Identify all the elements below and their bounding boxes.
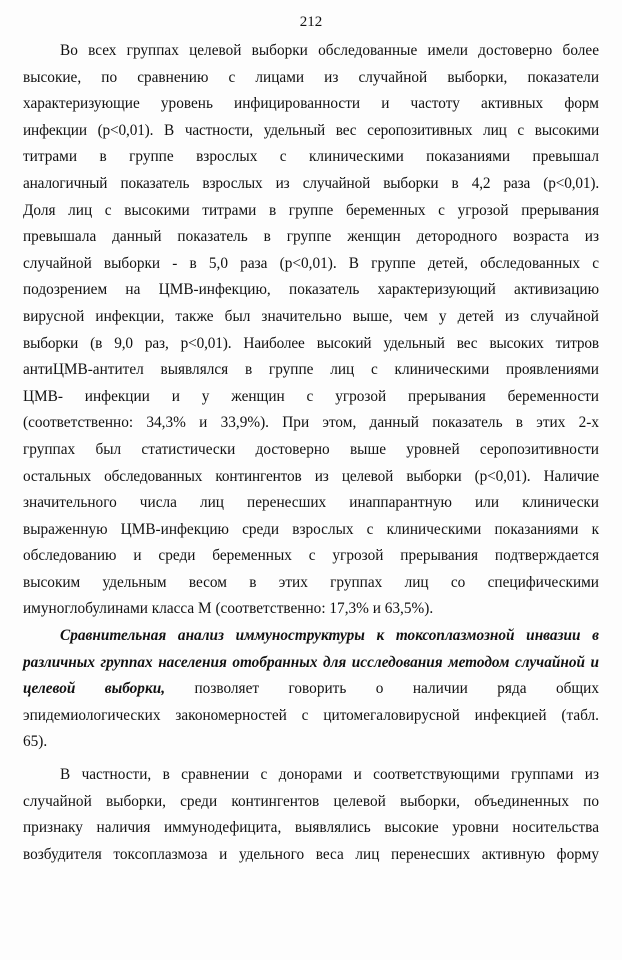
text-line: группах был статистически достоверно выше уровней серопозитивности [23, 440, 599, 458]
text-line: вирусной инфекции, также был значительно выше, чем у детей из случайной [23, 307, 599, 325]
text-line: обследованию и среди беременных с угрозой прерывания подтверждается [23, 547, 599, 565]
italic-fragment: целевой выборки, [23, 680, 166, 698]
text-line: характеризующие уровень инфицированности и частоту активных форм [23, 95, 599, 113]
text-line: 65). [23, 733, 48, 751]
italic-text-line: различных группах населения отобранных для исследования методом случайной и [23, 653, 599, 671]
paragraph-2 [23, 623, 599, 729]
paragraph-1 [23, 38, 599, 91]
text-line: эпидемиологических закономерностей с цитомегаловирусной инфекцией (табл. [23, 706, 599, 724]
paragraph-3 [23, 762, 599, 868]
text-line: аналогичный показатель взрослых из случайной выборки в 4,2 раза (р<0,01). [23, 174, 599, 192]
paragraph-2-end [23, 729, 599, 756]
body-text [23, 38, 599, 868]
text-line: антиЦМВ-антител выявлялся в группе лиц с клиническими проявлениями [23, 361, 599, 379]
text-line: Доля лиц с высокими титрами в группе беременных с угрозой прерывания [23, 201, 599, 219]
text-line: выраженную ЦМВ-инфекцию среди взрослых с клиническими показаниями к [23, 520, 599, 538]
text-line: признаку наличия иммунодефицита, выявлялись высокие уровни носительства [23, 819, 599, 837]
text-line: случайной выборки - в 5,0 раза (р<0,01). В группе детей, обследованных с [23, 254, 599, 272]
text-line: высоким удельным весом в этих группах лиц со специфическими [23, 573, 599, 591]
text-line: (соответственно: 34,3% и 33,9%). При этом, данный показатель в этих 2-х [23, 414, 599, 432]
text-line: ЦМВ- инфекции и у женщин с угрозой прерывания беременности [23, 387, 599, 405]
text-line: остальных обследованных контингентов из целевой выборки (р<0,01). Наличие [23, 467, 599, 485]
text-line: подозрением на ЦМВ-инфекцию, показатель характеризующий активизацию [23, 281, 599, 299]
text-line: превышала данный показатель в группе женщин детородного возраста из [23, 228, 599, 246]
text-line: случайной выборки, среди контингентов целевой выборки, объединенных по [23, 792, 599, 810]
text-line: инфекции (р<0,01). В частности, удельный вес серопозитивных лиц с высокими [23, 121, 599, 139]
paragraph-1-cont [23, 91, 599, 596]
text-line: выборки (в 9,0 раз, р<0,01). Наиболее высокий удельный вес высоких титров [23, 334, 599, 352]
text-line: В частности, в сравнении с донорами и соответствующими группами из [60, 766, 599, 784]
text-line: возбудителя токсоплазмоза и удельного веса лиц перенесших активную форму [23, 845, 599, 863]
text-line: высокие, по сравнению с лицами из случайной выборки, показатели [23, 68, 599, 86]
page-number: 212 [299, 14, 323, 30]
text-line: титрами в группе взрослых с клиническими показаниями превышал [23, 148, 599, 166]
mixed-text-line: целевой выборки, позволяет говорить о наличии ряда общих [23, 680, 600, 698]
paragraph-1-end [23, 596, 599, 623]
text-line: значительного числа лиц перенесших инаппарантную или клинически [23, 494, 599, 512]
text-line: имуноглобулинами класса М (соответственно: 17,3% и 63,5%). [23, 600, 434, 618]
italic-text-line: Сравнительная анализ иммуноструктуры к токсоплазмозной инвазии в [60, 627, 599, 645]
text-line: Во всех группах целевой выборки обследованные имели достоверно более [60, 42, 599, 59]
